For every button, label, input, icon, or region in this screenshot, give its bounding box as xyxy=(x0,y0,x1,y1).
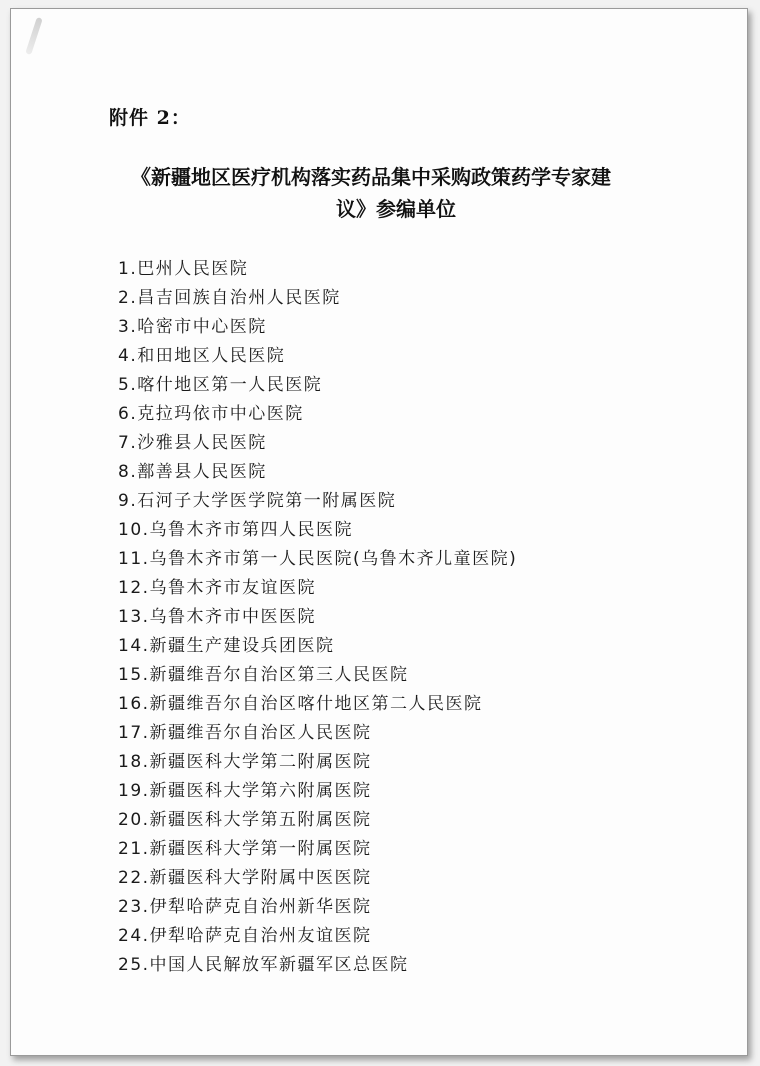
list-item: 23.伊犁哈萨克自治州新华医院 xyxy=(118,897,372,917)
list-item: 4.和田地区人民医院 xyxy=(118,346,286,366)
title-line-1: 《新疆地区医疗机构落实药品集中采购政策药学专家建 xyxy=(131,165,611,189)
list-item: 17.新疆维吾尔自治区人民医院 xyxy=(118,723,372,743)
list-item: 7.沙雅县人民医院 xyxy=(118,433,267,453)
list-item: 1.巴州人民医院 xyxy=(118,259,249,279)
list-item: 3.哈密市中心医院 xyxy=(118,317,267,337)
title-line-2: 议》参编单位 xyxy=(336,197,456,221)
list-item: 12.乌鲁木齐市友谊医院 xyxy=(118,578,317,598)
list-item: 15.新疆维吾尔自治区第三人民医院 xyxy=(118,665,409,685)
document-sheet xyxy=(10,8,748,1056)
list-item: 21.新疆医科大学第一附属医院 xyxy=(118,839,372,859)
list-item: 5.喀什地区第一人民医院 xyxy=(118,375,323,395)
list-item: 2.昌吉回族自治州人民医院 xyxy=(118,288,341,308)
list-item: 8.鄯善县人民医院 xyxy=(118,462,267,482)
scan-smudge xyxy=(25,17,42,55)
list-item: 20.新疆医科大学第五附属医院 xyxy=(118,810,372,830)
list-item: 18.新疆医科大学第二附属医院 xyxy=(118,752,372,772)
list-item: 9.石河子大学医学院第一附属医院 xyxy=(118,491,397,511)
document-title xyxy=(131,161,661,225)
list-item: 11.乌鲁木齐市第一人民医院(乌鲁木齐儿童医院) xyxy=(118,549,518,569)
attachment-label: 附件 2： xyxy=(109,107,191,129)
participating-units-list xyxy=(118,255,517,980)
list-item: 24.伊犁哈萨克自治州友谊医院 xyxy=(118,926,372,946)
list-item: 19.新疆医科大学第六附属医院 xyxy=(118,781,372,801)
list-item: 16.新疆维吾尔自治区喀什地区第二人民医院 xyxy=(118,694,483,714)
list-item: 22.新疆医科大学附属中医医院 xyxy=(118,868,372,888)
list-item: 25.中国人民解放军新疆军区总医院 xyxy=(118,955,409,975)
list-item: 13.乌鲁木齐市中医医院 xyxy=(118,607,317,627)
list-item: 10.乌鲁木齐市第四人民医院 xyxy=(118,520,354,540)
list-item: 6.克拉玛依市中心医院 xyxy=(118,404,304,424)
list-item: 14.新疆生产建设兵团医院 xyxy=(118,636,335,656)
